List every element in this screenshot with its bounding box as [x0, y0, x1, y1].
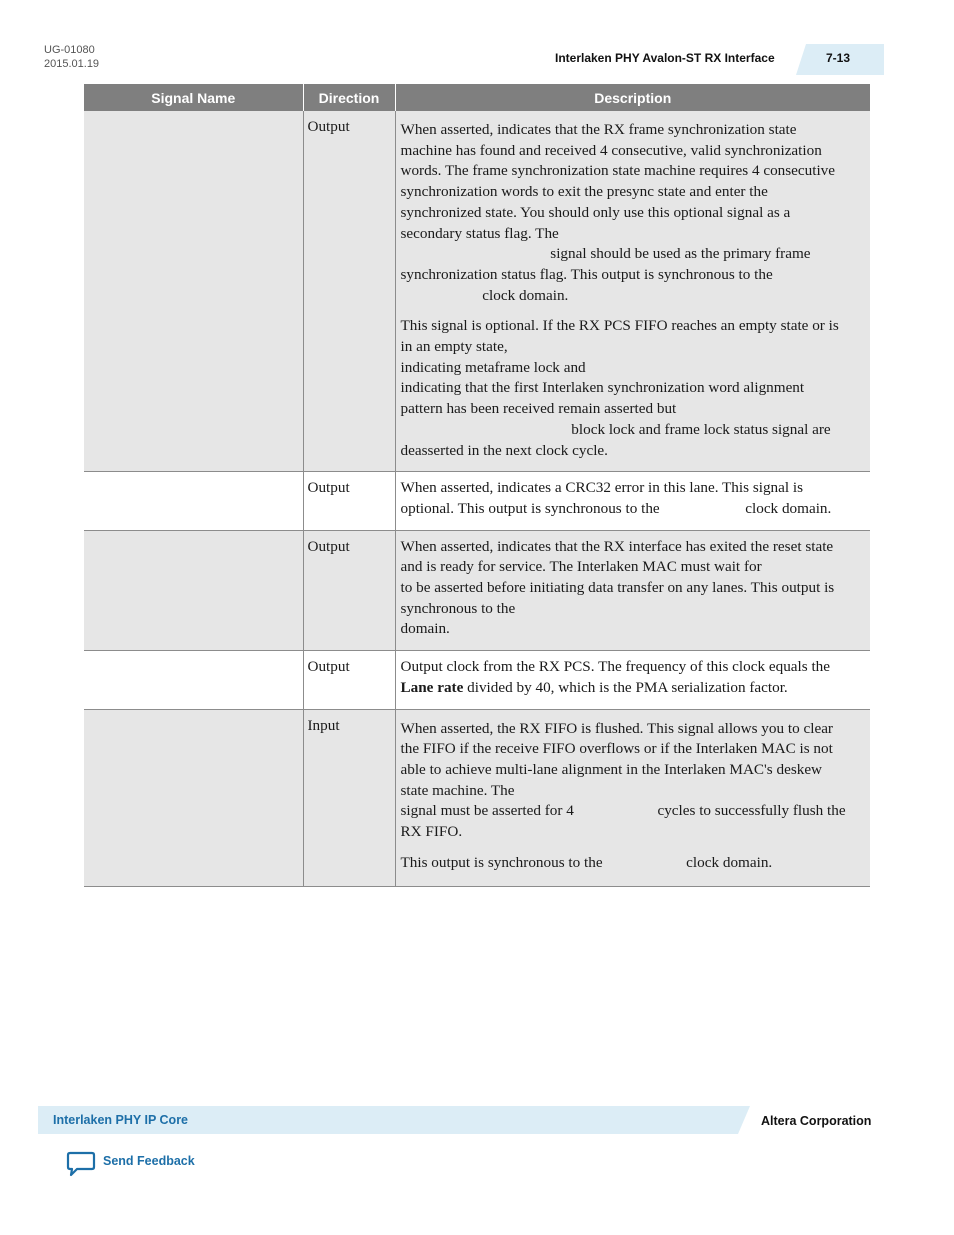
description-cell [395, 651, 870, 709]
description-cell [395, 472, 870, 530]
document-id-block [44, 43, 99, 71]
description-paragraph [401, 120, 851, 306]
description-text: When asserted, indicates a CRC32 error in this lane. This signal is optional. This output is synchronous to the [400, 479, 804, 517]
table-row [84, 530, 870, 651]
description-cell [395, 709, 870, 886]
description-text: Output clock from the RX PCS. The frequency of this clock equals the [400, 658, 831, 676]
description-text: clock domain. [482, 286, 569, 304]
table-row [84, 472, 870, 530]
description-paragraph [401, 478, 851, 519]
description-paragraph [401, 719, 851, 843]
footer-doc-title: Interlaken PHY IP Core [53, 1113, 189, 1127]
table-row [84, 709, 870, 886]
description-paragraph [401, 316, 851, 461]
description-text: divided by 40, which is the PMA serialization factor. [467, 678, 788, 696]
description-text: signal must be asserted for 4 [400, 802, 574, 820]
signal-name-cell [84, 709, 303, 886]
description-text: to be asserted before initiating data transfer on any lanes. This output is synchronous to the [400, 579, 835, 617]
table-row [84, 111, 870, 472]
column-header-description: Description [395, 84, 870, 111]
description-text: clock domain. [686, 853, 773, 871]
direction-cell: Output [303, 472, 395, 530]
description-text: When asserted, indicates that the RX interface has exited the reset state and is ready for service. The Interlaken MAC must wait for [400, 537, 834, 576]
description-paragraph [401, 537, 851, 641]
description-text: indicating that the first Interlaken synchronization word alignment pattern has been received remain asserted but [400, 379, 805, 418]
description-paragraph [401, 853, 851, 874]
description-text: This signal is optional. If the RX PCS FIFO reaches an empty state or is in an empty state, [400, 317, 839, 356]
description-text: cycles to successfully flush the RX FIFO. [400, 802, 846, 841]
send-feedback-link[interactable]: Send Feedback [103, 1154, 195, 1168]
description-text: When asserted, indicates that the RX frame synchronization state machine has found and received 4 consecutive, valid synchronization words. The frame synchronization state machine requires 4 consecutive synchronization words to exit the presync state and enter the synchronized state. You should only use this optional signal as a secondary status flag. The [400, 121, 836, 242]
table-header-row [84, 84, 870, 111]
direction-cell: Output [303, 111, 395, 472]
column-header-direction: Direction [303, 84, 395, 111]
description-cell [395, 530, 870, 651]
column-header-signal-name: Signal Name [84, 84, 303, 111]
signal-name-cell [84, 651, 303, 709]
direction-cell: Output [303, 651, 395, 709]
section-title: Interlaken PHY Avalon-ST RX Interface [555, 51, 775, 65]
signal-name-cell [84, 530, 303, 651]
direction-cell: Output [303, 530, 395, 651]
description-text: This output is synchronous to the [400, 853, 603, 871]
footer-corporation: Altera Corporation [761, 1114, 872, 1128]
table-row [84, 651, 870, 709]
signal-table [84, 84, 870, 887]
description-text: domain. [400, 620, 450, 638]
description-paragraph [401, 657, 851, 698]
page-number: 7-13 [826, 51, 851, 65]
description-text: signal should be used as the primary frame synchronization status flag. This output is synchronous to the [400, 245, 811, 283]
signal-name-cell [84, 472, 303, 530]
lane-rate-term: Lane rate [400, 678, 464, 696]
description-text: clock domain. [745, 499, 832, 517]
description-text: When asserted, the RX FIFO is flushed. This signal allows you to clear the FIFO if the receive FIFO overflows or if the Interlaken MAC is not able to achieve multi-lane alignment in the Interlaken MAC's deskew state machine. The [400, 719, 833, 799]
signal-name-cell [84, 111, 303, 472]
direction-cell: Input [303, 709, 395, 886]
document-date: 2015.01.19 [44, 58, 100, 70]
description-text: indicating metaframe lock and [400, 358, 586, 376]
description-text: block lock and frame lock status signal are deasserted in the next clock cycle. [400, 420, 831, 459]
document-id: UG-01080 [44, 44, 95, 56]
speech-bubble-icon[interactable] [66, 1151, 96, 1177]
description-cell [395, 111, 870, 472]
